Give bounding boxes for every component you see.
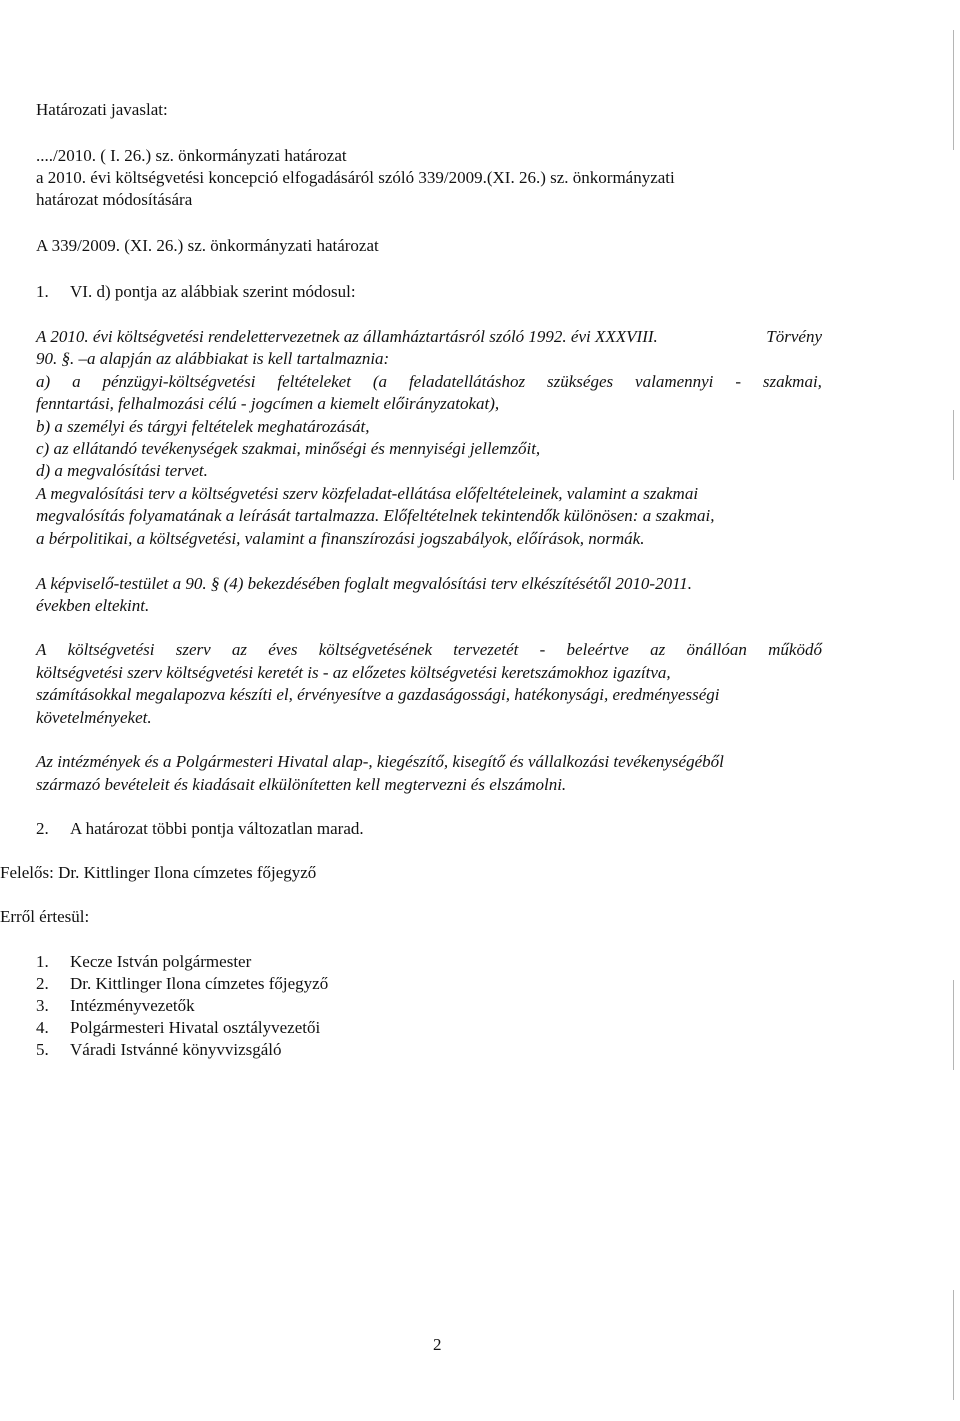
recipient-item (36, 951, 251, 973)
word: szerv (175, 640, 211, 659)
word: az (650, 640, 666, 659)
point-text: A határozat többi pontja változatlan marad. (70, 819, 364, 838)
word: pénzügyi-költségvetési (102, 372, 256, 391)
word: szakmai, (762, 372, 822, 391)
word: - (735, 372, 741, 391)
recipient-name: Kecze István polgármester (70, 952, 252, 971)
recipient-item (36, 1039, 282, 1061)
scan-edge-mark (953, 980, 954, 1070)
notify-heading: Erről értesül: (0, 907, 90, 926)
word: az (231, 640, 248, 659)
scan-edge-mark (953, 30, 954, 150)
word: önállóan (686, 640, 747, 659)
recipient-item (36, 995, 195, 1017)
italic-paragraph-line: megvalósítás folyamatának a leírását tartalmazza. Előfeltételnek tekintendők különösen: a szakmai, (36, 506, 715, 525)
recipient-number: 1. (36, 952, 49, 971)
responsible-line: Felelős: Dr. Kittlinger Ilona címzetes főjegyző (0, 863, 317, 882)
word: A (36, 640, 47, 659)
word: működő (768, 640, 822, 659)
recipient-item (36, 973, 328, 995)
recipient-name: Dr. Kittlinger Ilona címzetes főjegyző (70, 974, 329, 993)
scan-edge-mark (953, 1290, 954, 1400)
recipient-name: Intézményvezetők (70, 996, 195, 1015)
word: szükséges (547, 372, 614, 391)
italic-paragraph-line: a bérpolitikai, a költségvetési, valamint a finanszírozási jogszabályok, előírások, normák. (36, 529, 645, 548)
italic-justified-line (36, 639, 822, 661)
scan-edge-mark (953, 410, 954, 480)
reference-line: A 339/2009. (XI. 26.) sz. önkormányzati határozat (36, 236, 379, 255)
italic-lead-left: A 2010. évi költségvetési rendelettervezetnek az államháztartásról szóló 1992. évi XXXVIII. (36, 327, 658, 346)
word: feladatellátáshoz (408, 372, 526, 391)
list-item-a-line1 (36, 371, 822, 393)
word: (a (372, 372, 388, 391)
word: a (72, 372, 81, 391)
list-item-c: c) az ellátandó tevékenységek szakmai, minőségi és mennyiségi jellemzőit, (36, 439, 541, 458)
italic-paragraph-line: években eltekint. (36, 596, 150, 615)
recipient-item (36, 1017, 320, 1039)
list-item-a-line2: fenntartási, felhalmozási célú - jogcímen a kiemelt előirányzatokat), (36, 394, 500, 413)
word: költségvetésének (318, 640, 433, 659)
italic-lead-line (36, 326, 822, 348)
point-1 (36, 281, 356, 303)
italic-paragraph-line: számításokkal megalapozva készíti el, érvényesítve a gazdaságossági, hatékonysági, eredményességi (36, 685, 720, 704)
word: beleértve (566, 640, 629, 659)
word: - (539, 640, 546, 659)
italic-paragraph-line: Az intézmények és a Polgármesteri Hivatal alap-, kiegészítő, kisegítő és vállalkozási tevékenységéből (36, 752, 724, 771)
word: tervezetét (453, 640, 519, 659)
italic-paragraph-line: költségvetési szerv költségvetési keretét is - az előzetes költségvetési keretszámokhoz igazítva, (36, 663, 671, 682)
recipient-number: 4. (36, 1018, 49, 1037)
resolution-number-line: ..../2010. ( I. 26.) sz. önkormányzati határozat (36, 146, 347, 165)
resolution-title-line: határozat módosítására (36, 190, 193, 209)
recipient-name: Váradi Istvánné könyvvizsgáló (70, 1040, 282, 1059)
list-item-b: b) a személyi és tárgyi feltételek meghatározását, (36, 417, 370, 436)
recipient-name: Polgármesteri Hivatal osztályvezetői (70, 1018, 321, 1037)
italic-lead-right: Törvény (766, 327, 822, 346)
recipient-number: 5. (36, 1040, 49, 1059)
page-number: 2 (433, 1335, 442, 1354)
word: valamennyi (635, 372, 714, 391)
recipient-number: 3. (36, 996, 49, 1015)
word: éves (268, 640, 298, 659)
recipient-number: 2. (36, 974, 49, 993)
italic-paragraph-line: A képviselő-testület a 90. § (4) bekezdésében foglalt megvalósítási terv elkészítésétől 2010-2011. (36, 574, 693, 593)
word: a) (36, 372, 51, 391)
word: feltételeket (277, 372, 351, 391)
point-2 (36, 818, 364, 840)
italic-lead-cont: 90. §. –a alapján az alábbiakat is kell tartalmaznia: (36, 349, 390, 368)
list-item-d: d) a megvalósítási tervet. (36, 461, 208, 480)
word: költségvetési (67, 640, 155, 659)
italic-paragraph-line: követelményeket. (36, 708, 152, 727)
resolution-title-line: a 2010. évi költségvetési koncepció elfogadásáról szóló 339/2009.(XI. 26.) sz. önkormányzati (36, 168, 675, 187)
point-number: 1. (36, 282, 49, 301)
italic-paragraph-line: A megvalósítási terv a költségvetési szerv közfeladat-ellátása előfeltételeinek, valamint a szakmai (36, 484, 699, 503)
point-number: 2. (36, 819, 49, 838)
point-text: VI. d) pontja az alábbiak szerint módosul: (70, 282, 356, 301)
proposal-heading: Határozati javaslat: (36, 100, 168, 119)
italic-paragraph-line: származó bevételeit és kiadásait elkülönítetten kell megtervezni és elszámolni. (36, 775, 567, 794)
